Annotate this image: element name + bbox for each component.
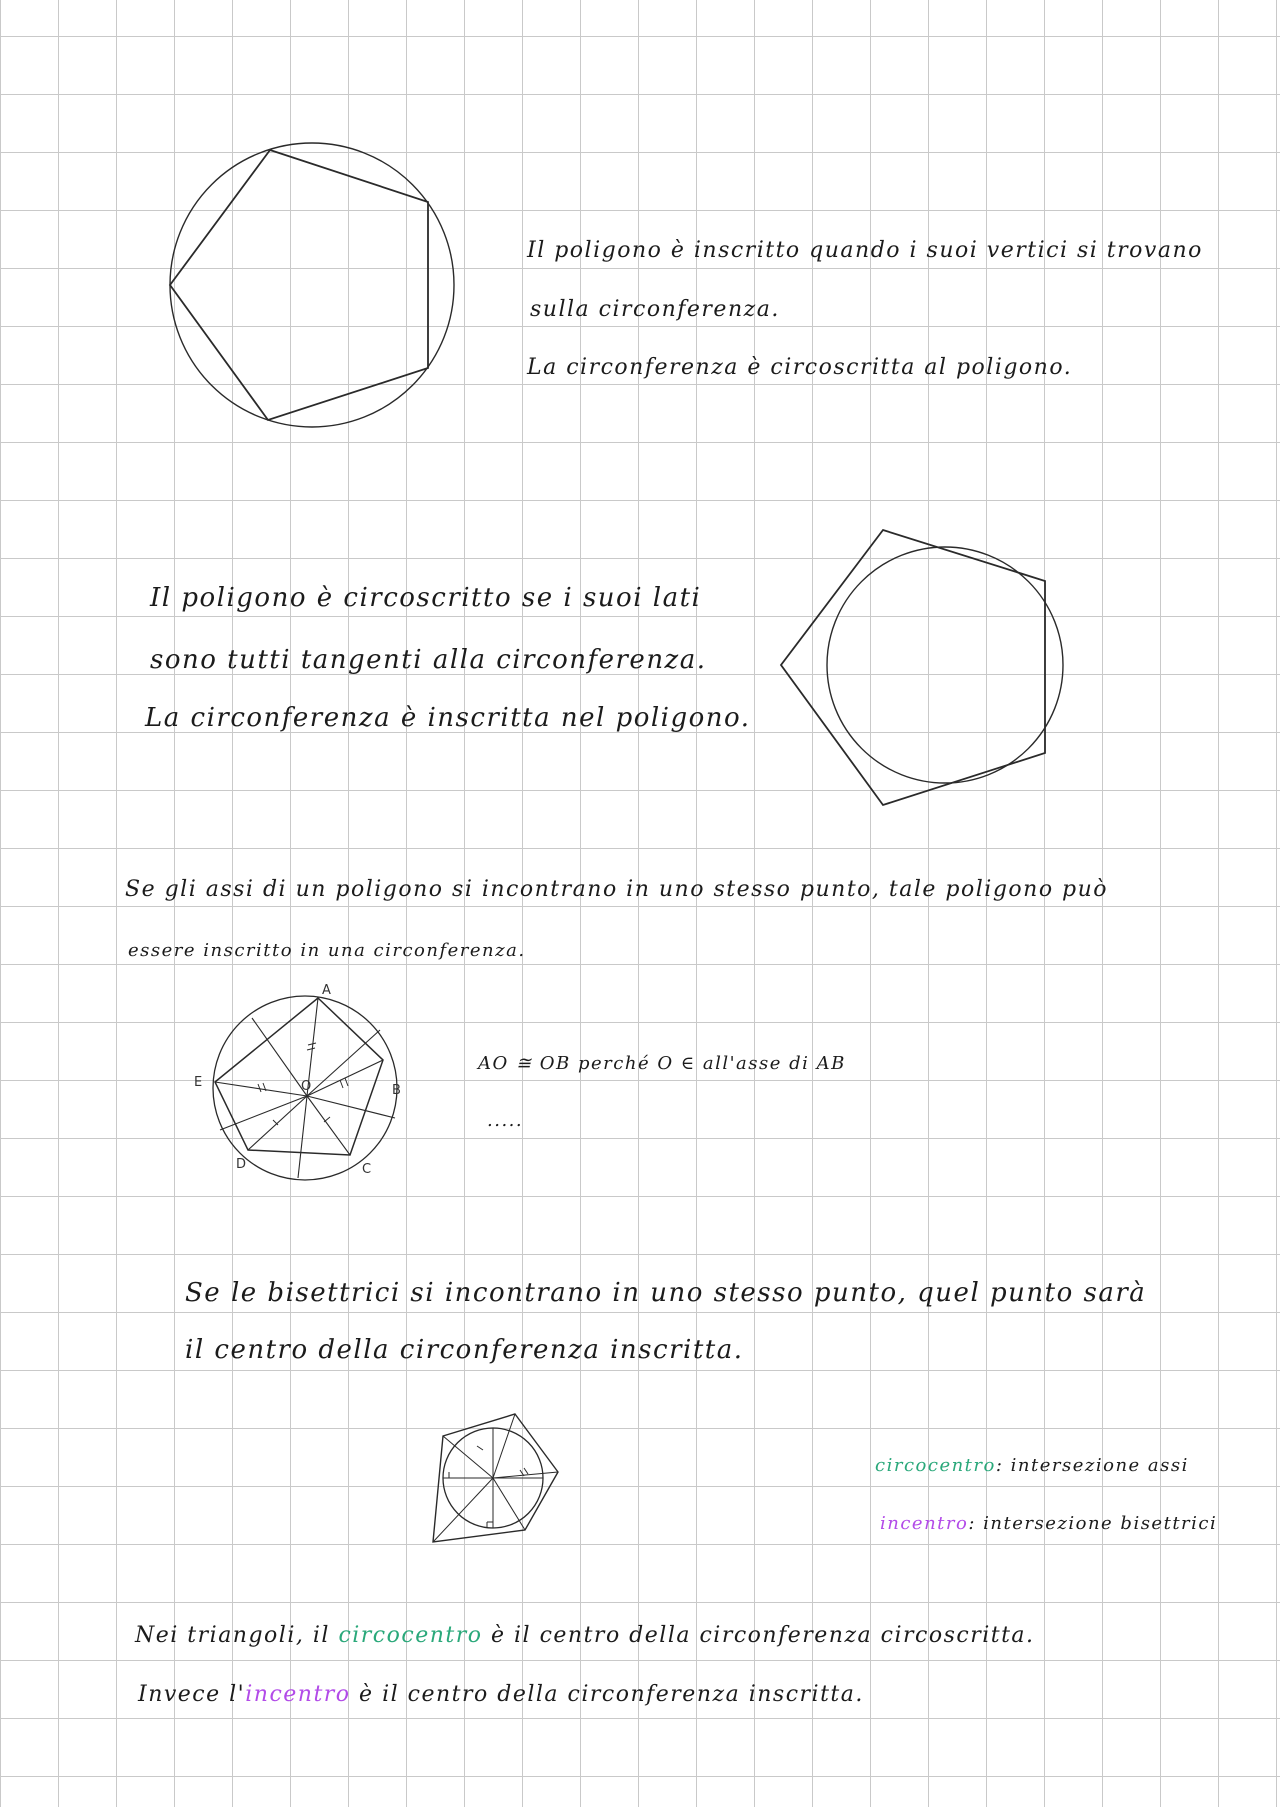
circumscribed-circle [170, 143, 454, 427]
radius-od [248, 1096, 307, 1150]
section4-line2: il centro della circonferenza inscritta. [185, 1335, 744, 1365]
tick-mark [524, 1468, 528, 1474]
tick-mark [308, 1043, 316, 1045]
label-c: C [362, 1162, 372, 1177]
section5-line1-start: Nei triangoli, il [135, 1623, 339, 1648]
section5-line1-term: circocentro [338, 1623, 483, 1648]
legend-circocentro-def: : intersezione assi [995, 1455, 1189, 1476]
bisectors-figure [425, 1408, 565, 1548]
tick-mark [324, 1117, 330, 1122]
label-e: E [194, 1075, 203, 1090]
section3-line2: essere inscritto in una circonferenza. [128, 940, 526, 961]
radius-oe [215, 1082, 307, 1096]
label-o: O [301, 1079, 312, 1094]
tick-mark [345, 1078, 348, 1086]
inscribed-pentagon [170, 150, 428, 420]
bisector [493, 1478, 525, 1530]
section2-line3: La circonferenza è inscritta nel poligono. [145, 703, 751, 733]
bisector [433, 1478, 493, 1542]
section5-line1-end: è il centro della circonferenza circoscritta. [482, 1623, 1035, 1648]
circumscribed-pentagon-figure [775, 525, 1055, 810]
axes-pentagon-figure [190, 983, 410, 1180]
section2-line1: Il poligono è circoscritto se i suoi lati [150, 583, 702, 613]
section1-line1: Il poligono è inscritto quando i suoi vertici si trovano [527, 238, 1203, 263]
section5-line2-end: è il centro della circonferenza inscritta. [350, 1682, 864, 1707]
tick-mark [258, 1084, 261, 1092]
inscribed-pentagon-figure [160, 140, 470, 430]
legend-incentro [880, 1513, 1217, 1534]
section4-line1: Se le bisettrici si incontrano in uno stesso punto, quel punto sarà [185, 1278, 1147, 1308]
section5-line2-term: incentro [245, 1682, 351, 1707]
section3-line1: Se gli assi di un poligono si incontrano in uno stesso punto, tale poligono può [125, 877, 1109, 902]
axis-cd [298, 1096, 307, 1178]
section5-line2 [138, 1682, 864, 1707]
circumscribed-pentagon [781, 530, 1045, 805]
inscribed-circle [827, 547, 1063, 783]
section3-ellipsis: ..... [487, 1110, 524, 1131]
tick-mark [340, 1080, 343, 1088]
tick-mark [477, 1446, 483, 1450]
label-a: A [322, 983, 331, 998]
axis-ab [307, 1030, 380, 1096]
tick-mark [307, 1048, 315, 1050]
bisector [493, 1472, 558, 1478]
axis-de [220, 1096, 307, 1130]
section5-line2-start: Invece l' [138, 1682, 246, 1707]
section1-line3: La circonferenza è circoscritta al poligono. [527, 355, 1073, 380]
section5-line1 [135, 1623, 1035, 1648]
bisector [443, 1436, 493, 1478]
legend-incentro-term: incentro [880, 1513, 969, 1534]
legend-incentro-def: : intersezione bisettrici [968, 1513, 1218, 1534]
section2-line2: sono tutti tangenti alla circonferenza. [150, 645, 707, 675]
bisector [493, 1414, 515, 1478]
pentagon-abcde [215, 998, 383, 1155]
section3-note: AO ≅ OB perché O ∈ all'asse di AB [478, 1053, 846, 1074]
legend-circocentro-term: circocentro [875, 1455, 996, 1476]
label-b: B [392, 1083, 401, 1098]
legend-circocentro [875, 1455, 1189, 1476]
section1-line2: sulla circonferenza. [530, 297, 780, 322]
label-d: D [236, 1157, 247, 1172]
